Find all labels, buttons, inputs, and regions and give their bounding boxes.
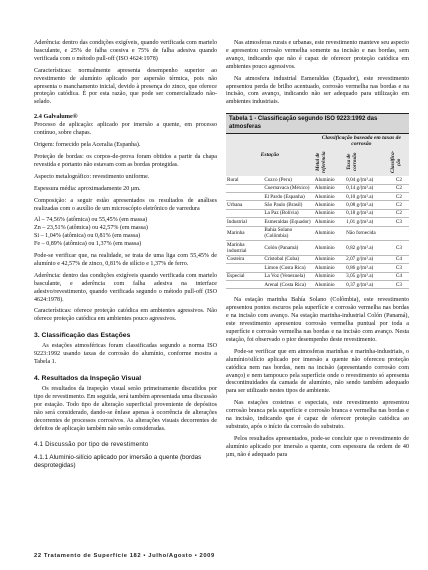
- paragraph-processo: Processo de aplicação: aplicado por imersão a quente, em processo contínuo, sobre chapas.: [34, 122, 217, 137]
- cell-class: [389, 226, 409, 241]
- cell-class: C3: [389, 280, 409, 288]
- cell-station: Cuernavaca (México): [263, 184, 313, 192]
- classification-table: [226, 134, 409, 289]
- cell-group: [226, 280, 263, 288]
- table-row: [226, 209, 409, 217]
- col-header-taxa: Taxa de corrosão: [346, 153, 359, 172]
- table-row: [226, 176, 409, 184]
- col-header-classificacao: Classifica- ção: [389, 151, 402, 174]
- cell-metal: Alumínio: [314, 218, 345, 226]
- cell-class: C3: [389, 241, 409, 256]
- cell-taxa: 0,18 g/(m².a): [345, 209, 389, 217]
- left-column: [34, 40, 217, 473]
- cell-metal: Alumínio: [314, 226, 345, 241]
- cell-group: Marinha: [226, 226, 263, 241]
- cell-group: Marinha industrial: [226, 241, 263, 256]
- cell-station: São Paulo (Brasil): [263, 201, 313, 209]
- composition-si: Si – 1,04% (atômica) ou 0,81% (em massa): [34, 233, 141, 240]
- cell-metal: Alumínio: [314, 241, 345, 256]
- paragraph-aspecto: Aspecto metalográfico: revestimento uniforme.: [34, 173, 150, 180]
- cell-group: [226, 193, 263, 201]
- cell-metal: Alumínio: [314, 264, 345, 272]
- table-row: [226, 272, 409, 280]
- paragraph-composicao: Composição: a seguir estão apresentados os resultados de análises realizadas com o auxílio de um microscópio eletrônico de varredura: [34, 197, 217, 212]
- cell-class: C2: [389, 201, 409, 209]
- cell-taxa: 1,01 g/(m².a): [345, 218, 389, 226]
- paragraph-resultados: Os resultados da inspeção visual serão primeiramente discutidos por tipo de revestimento. Em seguida, será também apresentada uma discussão por estação. Todo tipo de alteração superficial proveniente de depósitos não será considerado, dando-se ênfase apenas à ocorrência de alterações decorrentes de processos corrosivos. As alterações visuais decorrentes de defeitos de aplicação também não serão consideradas.: [34, 386, 217, 432]
- cell-taxa: 0,86 g/(m².a): [345, 264, 389, 272]
- subsection-heading-discussao: 4.1 Discussão por tipo de revestimento: [34, 441, 149, 449]
- cell-taxa: Não fornecida: [345, 226, 389, 241]
- cell-station: Arenal (Costa Rica): [263, 280, 313, 288]
- paragraph-costeiras: Nas estações costeiras e especiais, este revestimento apresentou corrosão branca pela superfície e corrosão branca e vermelha nas bordas e na incisão, indicando que é capaz de oferecer proteção catódica ao substrato, após o início da corrosão do substrato.: [226, 400, 409, 430]
- paragraph-rurais-urbanas: Nas atmosferas rurais e urbanas, este revestimento manteve seu aspecto e apresentou corrosão vermelha somente na incisão e nas bordas, sem avanço, indicando que não é capaz de oferecer proteção catódica em ambientes pouco agressivos.: [226, 40, 409, 70]
- table-row: [226, 201, 409, 209]
- col-header-metal: Metal de referência: [314, 151, 327, 173]
- cell-taxa: 0,82 g/(m².a): [345, 241, 389, 256]
- section-heading-classificacao: 3. Classificação das Estações: [34, 332, 131, 340]
- cell-group: Urbana: [226, 201, 263, 209]
- paragraph-classificacao: As estações atmosféricas foram classificadas segundo a norma ISO 9223:1992 usando taxas de corrosão do alumínio, conforme mostra a Tabela 1.: [34, 343, 217, 366]
- table-row: [226, 184, 409, 192]
- paragraph-protecao-bordas: Proteção de bordas: os corpos-de-prova foram obtidos a partir da chapa revestida e portanto não estavam com as bordas protegidas.: [34, 153, 217, 168]
- cell-metal: Alumínio: [314, 193, 345, 201]
- cell-metal: Alumínio: [314, 209, 345, 217]
- cell-group: Industrial: [226, 218, 263, 226]
- col-header-group: Classificação baseada em taxas de corrosão: [314, 134, 409, 148]
- cell-taxa: 0,37 g/(m².a): [345, 280, 389, 288]
- table-row: [226, 226, 409, 241]
- paragraph-aderencia-1: Aderência: dentro das condições exigíveis, quando verificada com martelo basculante, e 25% de falha coesiva e 75% de falha adesiva quando verificada com o método pull-off (ISO 4624:1978): [34, 40, 217, 62]
- cell-taxa: 2,07 g/(m².a): [345, 255, 389, 263]
- composition-fe: Fe – 0,89% (atômica) ou 1,37% (em massa): [34, 241, 142, 248]
- cell-metal: Alumínio: [314, 272, 345, 280]
- paragraph-caracteristicas-2: Características: oferece proteção catódica em ambientes agressivos. Não oferece proteção catódica em ambientes pouco agressivos.: [34, 308, 217, 323]
- cell-class: C3: [389, 218, 409, 226]
- page-footer: 22 Tratamento de Superfície 182 • Julho/Agosto • 2009: [34, 553, 215, 559]
- cell-class: C4: [389, 272, 409, 280]
- table-row: [226, 255, 409, 263]
- paragraph-caracteristicas-1: Características: normalmente apresenta desempenho superior ao revestimento de alumínio aplicado por aspersão térmica, pois não apresenta o manchamento inicial, devido à presença do zinco, que oferece proteção catódica. É por esta razão, que pode ser comercializado não-selado.: [34, 67, 217, 106]
- cell-taxa: 0,14 g/(m².a): [345, 184, 389, 192]
- paragraph-origem: Origem: fornecido pela Aceralia (Espanha).: [34, 142, 141, 149]
- cell-group: [226, 209, 263, 217]
- cell-group: [226, 184, 263, 192]
- paragraph-espessura: Espessura média: aproximadamente 20 µm.: [34, 185, 141, 192]
- cell-group: Costeira: [226, 255, 263, 263]
- cell-metal: Alumínio: [314, 280, 345, 288]
- paragraph-industrial: Na atmosfera industrial Esmeraldas (Equador), este revestimento apresentou perda de brilho acentuado, corrosão vermelha nas bordas e na incisão, com avanço, indicando não ser adequado para utilização em ambientes industriais.: [226, 75, 409, 106]
- paragraph-marinha-industrial: Pode-se verificar que em atmosferas marinhas e marinha-industriais, o alumínio/silício aplicado por imersão a quente não ofereceu proteção catódica nem nas bordas, nem na incisão (apresentando corrosão com avanço) e nem tampouco pela superfície onde o revestimento só apresenta descontinuidades da camada de alumínio, não sendo também adequado para ser utilizado nestes tipos de ambiente.: [226, 348, 409, 395]
- table-1: [226, 113, 409, 289]
- section-heading-resultados: 4. Resultados da Inspeção Visual: [34, 375, 142, 382]
- table-row: [226, 193, 409, 201]
- cell-class: C2: [389, 184, 409, 192]
- right-column: [226, 40, 409, 464]
- subsubsection-heading-aluminio-silicio: 4.1.1 Alumínio-silício aplicado por imersão a quente (bordas desprotegidas): [34, 454, 202, 470]
- cell-station: Bahía Solano (Colômbia): [263, 226, 313, 241]
- table-body: [226, 176, 409, 289]
- composition-zn: Zn – 23,51% (atômica) ou 42,57% (em massa): [34, 225, 148, 232]
- cell-group: Especial: [226, 272, 263, 280]
- table-title: Tabela 1 - Classificação segundo ISO 9223:1992 das atmosferas: [226, 113, 409, 134]
- cell-taxa: 0,04 g/(m².a): [345, 176, 389, 184]
- cell-station: Colón (Panamá): [263, 241, 313, 256]
- cell-class: C2: [389, 193, 409, 201]
- table-row: [226, 241, 409, 256]
- paragraph-conclusao: Pelos resultados apresentados, pode-se concluir que o revestimento de alumínio aplicado por imersão a quente, com espessura da ordem de 40 µm, não é adequado para: [226, 435, 409, 458]
- col-header-estacao: Estação: [226, 134, 314, 176]
- cell-group: Rural: [226, 176, 263, 184]
- cell-class: C4: [389, 255, 409, 263]
- paragraph-marinha: Na estação marinha Bahía Solano (Colômbia), este revestimento apresentou pontos escuros pela superfície e corrosão vermelha nas bordas e na incisão com avanço. Na estação marinha-industrial Colón (Panamá), este revestimento apresentou corrosão vermelha puntual por toda a superfície e corrosão vermelha nas bordas e na incisão com avanço. Nesta estação, foi observado o pior desempenho deste revestimento.: [226, 297, 409, 343]
- table-row: [226, 218, 409, 226]
- cell-metal: Alumínio: [314, 184, 345, 192]
- cell-metal: Alumínio: [314, 176, 345, 184]
- composition-al: Al – 74,56% (atômica) ou 55,45% (em massa): [34, 217, 148, 224]
- cell-station: Cristobal (Cuba): [263, 255, 313, 263]
- table-row: [226, 264, 409, 272]
- cell-metal: Alumínio: [314, 201, 345, 209]
- cell-class: C2: [389, 209, 409, 217]
- table-row: [226, 280, 409, 288]
- cell-group: [226, 264, 263, 272]
- cell-metal: Alumínio: [314, 255, 345, 263]
- cell-class: C3: [389, 264, 409, 272]
- cell-station: Cuzco (Peru): [263, 176, 313, 184]
- cell-station: La Voz (Venezuela): [263, 272, 313, 280]
- cell-taxa: 0,08 g/(m².a): [345, 201, 389, 209]
- cell-taxa: 0,10 g/(m².a): [345, 193, 389, 201]
- cell-station: La Paz (Bolívia): [263, 209, 313, 217]
- cell-station: Limon (Costa Rica): [263, 264, 313, 272]
- paragraph-aderencia-2: Aderência: dentro das condições exigíveis quando verificada com martelo basculante, e aderência com falha adesiva na interface adesivo/revestimento, quando verificada segundo o método pull-off (ISO 4624:1978).: [34, 272, 217, 303]
- cell-station: El Pardo (Espanha): [263, 193, 313, 201]
- cell-class: C2: [389, 176, 409, 184]
- cell-station: Esmeraldas (Equador): [263, 218, 313, 226]
- section-heading-galvalume: 2.4 Galvalume®: [34, 113, 78, 121]
- cell-taxa: 3,05 g/(m².a): [345, 272, 389, 280]
- paragraph-liga: Pode-se verificar que, na realidade, se trata de uma liga com 55,45% de alumínio e 42,57% de zinco, 0,81% de silício e 1,37% de ferro.: [34, 253, 217, 267]
